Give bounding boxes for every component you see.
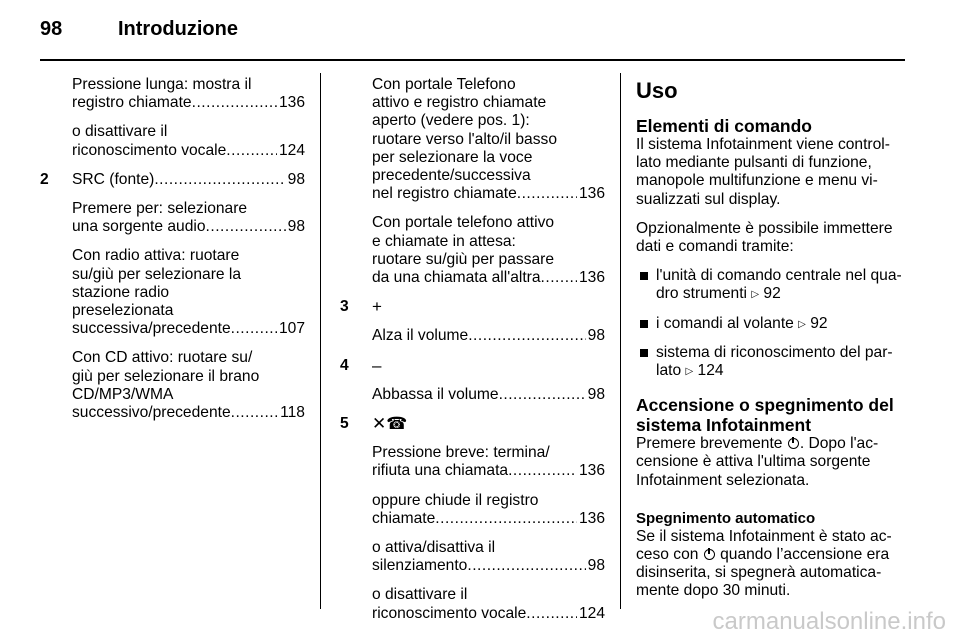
leader-dots xyxy=(517,185,577,203)
item-number: 2 xyxy=(40,170,49,188)
page-reference[interactable]: 136 xyxy=(578,509,605,527)
entry-text: Abbassa il volume xyxy=(372,385,499,403)
text-line: per selezionare la voce xyxy=(372,148,533,166)
page-reference[interactable]: 124 xyxy=(697,362,724,380)
text-line: Con portale Telefono xyxy=(372,76,516,93)
text-line: ruotare verso l'alto/il basso xyxy=(372,130,557,148)
item-number: 4 xyxy=(340,356,349,374)
paragraph xyxy=(372,327,605,345)
toc-line xyxy=(372,269,605,287)
paragraph xyxy=(372,214,605,287)
toc-line xyxy=(72,404,305,422)
toc-line xyxy=(72,218,305,236)
entry-text: chiamate xyxy=(372,509,436,527)
leader-dots xyxy=(206,218,286,236)
text-line: ruotare su/giù per passare xyxy=(372,250,555,268)
paragraph xyxy=(72,247,305,338)
entry-text: registro chiamate xyxy=(72,94,192,112)
text-line: Se il sistema Infotainment è stato ac- xyxy=(636,527,892,545)
item-4 xyxy=(340,357,605,404)
text-line: Con radio attiva: ruotare xyxy=(72,247,240,265)
leader-dots xyxy=(467,557,585,575)
toc-line xyxy=(372,462,605,480)
minus-icon: – xyxy=(372,355,382,375)
text-line: sualizzati sul display. xyxy=(636,190,781,208)
item-2 xyxy=(40,171,305,422)
text-line xyxy=(656,285,904,304)
paragraph xyxy=(372,492,605,528)
toc-line xyxy=(372,605,605,623)
text-line: l'unità di comando centrale nel qua- xyxy=(656,267,902,285)
item-5 xyxy=(340,415,605,623)
page-reference[interactable]: 118 xyxy=(280,404,305,422)
leader-dots xyxy=(192,94,277,112)
entry-text: SRC (fonte) xyxy=(72,170,155,188)
text-line: o attiva/disattiva il xyxy=(372,539,496,557)
page-ref-arrow-icon: ▷ xyxy=(798,318,806,330)
text-line xyxy=(656,362,904,381)
text-line: CD/MP3/WMA xyxy=(72,385,174,403)
text-line: Il sistema Infotainment viene control- xyxy=(636,136,890,153)
leader-dots xyxy=(231,320,277,338)
leader-dots xyxy=(435,510,577,528)
entry-text: nel registro chiamate xyxy=(372,185,517,203)
page-reference[interactable]: 92 xyxy=(810,314,828,332)
list-item xyxy=(636,267,904,304)
text-line: manopole multifunzione e menu vi- xyxy=(636,172,878,190)
text-line: Premere per: selezionare xyxy=(72,200,248,218)
entry-text: riconoscimento vocale xyxy=(372,604,527,622)
paragraph xyxy=(72,349,305,422)
text-line: mente dopo 30 minuti. xyxy=(636,582,791,600)
entry-text: dro strumenti xyxy=(656,285,747,303)
toc-line xyxy=(72,94,305,112)
column-divider-1 xyxy=(320,73,321,609)
entry-text: . Dopo l'ac- xyxy=(799,435,879,453)
entry-text: quando l’accensione era xyxy=(720,546,890,564)
page-reference[interactable]: 92 xyxy=(763,285,781,303)
text-line: attivo e registro chiamate xyxy=(372,94,547,112)
paragraph xyxy=(372,539,605,575)
page-reference[interactable]: 124 xyxy=(578,604,605,622)
page-title: Introduzione xyxy=(118,18,238,40)
paragraph xyxy=(636,435,904,490)
subsubsection-heading: Spegnimento automatico xyxy=(636,509,816,527)
toc-line xyxy=(72,171,305,189)
paragraph xyxy=(72,171,305,189)
page-reference[interactable]: 136 xyxy=(578,185,605,203)
entry-text: Premere brevemente xyxy=(636,435,783,453)
leader-dots xyxy=(499,386,586,404)
leader-dots xyxy=(541,269,577,287)
entry-text: rifiuta una chiamata xyxy=(372,462,509,480)
text-line: disinserita, si spegnerà automatica- xyxy=(636,564,882,582)
leader-dots xyxy=(154,171,285,189)
toc-line xyxy=(372,386,605,404)
text-line xyxy=(636,435,904,453)
leader-dots xyxy=(231,404,278,422)
paragraph xyxy=(372,386,605,404)
toc-line xyxy=(72,320,305,338)
text-line: stazione radio xyxy=(72,283,170,301)
text-line: aperto (vedere pos. 1): xyxy=(372,112,530,130)
plus-icon: + xyxy=(372,297,382,317)
text-line: Con CD attivo: ruotare su/ xyxy=(72,349,253,367)
paragraph xyxy=(72,123,305,159)
page-ref-arrow-icon: ▷ xyxy=(751,289,760,301)
page-reference[interactable]: 98 xyxy=(587,327,605,345)
text-line: e chiamate in attesa: xyxy=(372,232,516,250)
column-divider-2 xyxy=(620,73,621,609)
text-line: Pressione breve: termina/ xyxy=(372,444,550,462)
heading-line: Accensione o spegnimento del xyxy=(636,395,894,416)
entry-text: da una chiamata all'altra xyxy=(372,269,541,287)
leader-dots xyxy=(508,462,577,480)
text-line: o disattivare il xyxy=(72,123,168,141)
column-1 xyxy=(40,76,305,433)
item-2-continued xyxy=(340,76,605,287)
subsection-heading: Elementi di comando xyxy=(636,116,812,136)
column-3 xyxy=(636,76,904,612)
subsection-heading xyxy=(636,395,904,435)
page-reference[interactable]: 136 xyxy=(578,462,605,480)
text-line: Con portale telefono attivo xyxy=(372,214,555,232)
text-line: o disattivare il xyxy=(372,586,468,604)
bullet-icon xyxy=(640,320,648,328)
page-reference[interactable]: 107 xyxy=(278,320,305,338)
bullet-icon xyxy=(640,272,648,280)
page-reference[interactable]: 98 xyxy=(287,170,305,188)
page-reference[interactable]: 98 xyxy=(587,385,605,403)
item-1-continued xyxy=(40,76,305,160)
page-reference[interactable]: 136 xyxy=(278,94,305,112)
item-3 xyxy=(340,298,605,345)
list-item xyxy=(636,344,904,381)
power-icon xyxy=(704,549,715,560)
text-line: Infotainment selezionata. xyxy=(636,471,810,489)
page-reference[interactable]: 136 xyxy=(578,269,605,287)
text-line: dati e comandi tramite: xyxy=(636,238,794,256)
section-heading: Uso xyxy=(636,78,678,103)
leader-dots xyxy=(226,142,277,160)
text-line: oppure chiude il registro xyxy=(372,491,539,509)
leader-dots xyxy=(468,327,585,345)
text-line: su/giù per selezionare la xyxy=(72,265,242,283)
toc-line xyxy=(372,327,605,345)
entry-text: lato xyxy=(656,362,682,380)
mute-hangup-icon: ✕☎ xyxy=(372,414,408,434)
page-ref-arrow-icon: ▷ xyxy=(685,366,694,378)
paragraph xyxy=(636,136,904,209)
watermark: carmanualsonline.info xyxy=(712,608,946,635)
heading-line: sistema Infotainment xyxy=(636,415,812,436)
entry-text: Alza il volume xyxy=(372,327,469,345)
paragraph xyxy=(72,200,305,236)
toc-line xyxy=(372,557,605,575)
paragraph xyxy=(372,76,605,203)
header-rule xyxy=(40,59,905,61)
paragraph xyxy=(372,444,605,480)
paragraph xyxy=(636,528,904,601)
power-icon xyxy=(788,438,799,449)
list-item xyxy=(636,315,904,334)
toc-line xyxy=(372,510,605,528)
entry-text: silenziamento xyxy=(372,557,468,575)
entry-text: ceso con xyxy=(636,546,699,564)
text-line: censione è attiva l'ultima sorgente xyxy=(636,453,871,471)
text-line: precedente/successiva xyxy=(372,167,531,185)
text-line: preselezionata xyxy=(72,302,174,320)
entry-text: successivo/precedente xyxy=(72,404,231,422)
text-line: sistema di riconoscimento del par- xyxy=(656,343,893,361)
paragraph xyxy=(372,586,605,622)
text-line: Opzionalmente è possibile immettere xyxy=(636,219,893,237)
text-line: Pressione lunga: mostra il xyxy=(72,76,252,93)
entry-text: una sorgente audio xyxy=(72,218,206,236)
page-reference[interactable]: 98 xyxy=(587,557,605,575)
paragraph xyxy=(636,220,904,256)
column-2 xyxy=(340,76,605,634)
text-line: lato mediante pulsanti di funzione, xyxy=(636,154,872,172)
paragraph xyxy=(72,76,305,112)
entry-text: i comandi al volante xyxy=(656,314,794,332)
entry-text: successiva/precedente xyxy=(72,320,231,338)
text-line xyxy=(636,546,904,564)
leader-dots xyxy=(526,605,577,623)
item-number: 5 xyxy=(340,415,349,433)
page-reference[interactable]: 98 xyxy=(287,218,305,236)
bullet-icon xyxy=(640,349,648,357)
page-number: 98 xyxy=(40,18,63,40)
toc-line xyxy=(372,185,605,203)
page-reference[interactable]: 124 xyxy=(278,141,305,159)
text-line: giù per selezionare il brano xyxy=(72,367,260,385)
text-line xyxy=(656,315,904,334)
toc-line xyxy=(72,142,305,160)
item-number: 3 xyxy=(340,298,349,316)
entry-text: riconoscimento vocale xyxy=(72,141,227,159)
